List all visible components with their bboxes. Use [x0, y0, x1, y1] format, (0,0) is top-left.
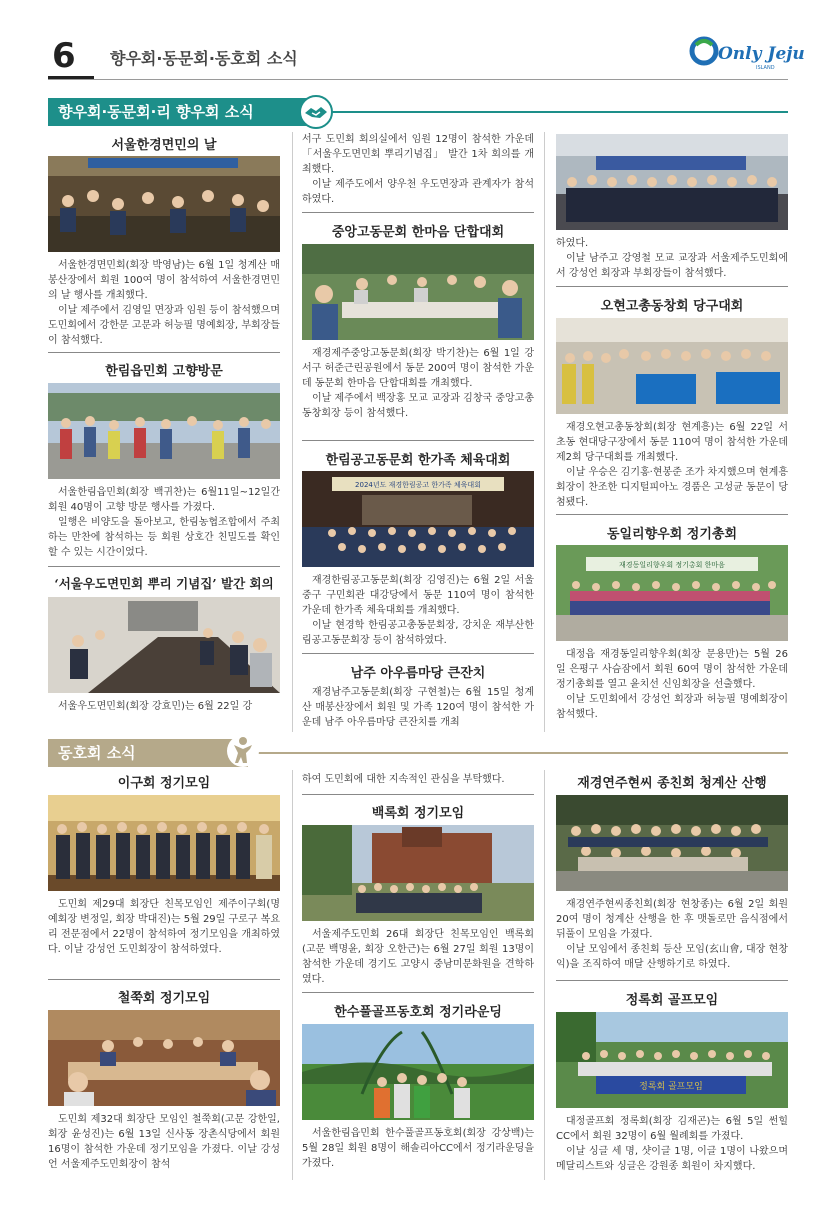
photo-banner-text: 2024년도 재경한림공고 한가족 체육대회: [355, 481, 481, 489]
only-jeju-logo: [688, 33, 805, 73]
paragraph: 도민회 제29대 회장단 친목모임인 제주이구회(명예회장 변정일, 회장 박대진)는 5월 29일 구로구 복요리 전문점에서 22명이 참석하여 정기모임을 개최하였다. 이날 강성언 도민회장이 참석하였다.: [48, 899, 280, 955]
photo-jeongnok-golf: [556, 1012, 788, 1108]
paragraph: 이날 모임에서 종친회 등산 모임(玄山會, 대장 현창익)을 조직하여 매달 산행하기로 하였다.: [556, 944, 788, 970]
paragraph: 이날 제주에서 김영일 면장과 임원 등이 참석했으며 도민회에서 강한문 고문과 허능필 명예회장, 부회장들이 참석했다.: [48, 305, 280, 346]
article-rule: [302, 794, 534, 795]
article-title: 한림읍민회 고향방문: [105, 364, 223, 379]
article-title: 철쭉회 정기모임: [117, 991, 211, 1006]
article-rule: [302, 992, 534, 993]
paragraph: 이날 우승은 김기홍·현봉준 조가 차지했으며 현계흥 회장이 찬조한 디지털피아노 경품은 고성균 동문이 당첨됐다.: [556, 467, 788, 508]
photo-hanggyeong-event: [48, 156, 280, 252]
header-rule: [48, 79, 788, 80]
paragraph: 재경남주고동문회(회장 구현철)는 6월 15일 청계산 매봉산장에서 회원 및 가족 120여 명이 참석한 가운데 남주 아우름마당 큰잔치를 개최: [302, 687, 534, 728]
article-body: [556, 647, 788, 722]
paragraph: 이날 남주고 강영철 모교 교장과 서울제주도민회에서 강성언 회장과 부회장들이 참석했다.: [556, 253, 788, 279]
article-title: 한수풀골프동호회 정기라운딩: [334, 1005, 502, 1020]
article-rule: [302, 440, 534, 441]
paragraph: 재경한림공고동문회(회장 김영진)는 6월 2일 서울 중구 구민회관 대강당에서 동문 110여 명이 참석한 가운데 한가족 체육대회를 개최했다.: [302, 575, 534, 616]
article-title: 동일리향우회 정기총회: [606, 527, 738, 542]
photo-banner-text: 정록회 골프모임: [639, 1082, 703, 1092]
paragraph: 서울한경면민회(회장 박영남)는 6월 1일 청계산 매봉산장에서 회원 100여 명이 참석하여 서울한경면민의 날 행사를 개최했다.: [48, 260, 280, 301]
article-body: [48, 485, 280, 560]
article-title: 서울한경면민의 날: [111, 138, 217, 153]
photo-hallim-tech-sports: [302, 471, 534, 567]
column-divider: [292, 770, 293, 1180]
article-body: [302, 1126, 534, 1171]
paragraph: 서구 도민회 회의실에서 임원 12명이 참석한 가운데 「서울우도면민회 뿌리기념집」 발간 1차 회의를 개최했다.: [302, 134, 534, 175]
article-body: [48, 699, 280, 714]
column-divider: [544, 770, 545, 1180]
article-body: [48, 258, 280, 348]
paragraph: 이날 현경학 한림공고총동문회장, 강치운 재부산한림공고동문회장 등이 참석하였다.: [302, 620, 534, 646]
paragraph: 이날 도민회에서 강성언 회장과 허능필 명예회장이 참석했다.: [556, 694, 788, 720]
paragraph: 서울한림읍민회 한수풀골프동호회(회장 강상백)는 5월 28일 회원 8명이 해솔리아CC에서 정기라운딩을 가졌다.: [302, 1128, 534, 1169]
photo-igu-meeting: [48, 795, 280, 891]
article-body: [48, 897, 280, 957]
article-body: [556, 1114, 788, 1174]
article-title: 한림공고동문회 한가족 체육대회: [325, 453, 511, 468]
paragraph: 하였다.: [556, 238, 589, 249]
photo-hansupul-golf: [302, 1024, 534, 1120]
article-body: [48, 1112, 280, 1172]
paragraph: 하여 도민회에 대한 지속적인 관심을 부탁했다.: [302, 774, 505, 785]
article-title: 이구회 정기모임: [117, 776, 211, 791]
article-body: [302, 573, 534, 648]
header-title: 향우회·동문회·동호회 소식: [110, 49, 298, 68]
paragraph: 이날 싱글 세 명, 샷이글 1명, 이글 1명이 나왔으며 메달리스트와 싱글은 강원종 회원이 차지했다.: [556, 1146, 788, 1172]
article-rule: [556, 514, 788, 515]
article-rule: [302, 653, 534, 654]
photo-baengnok-visit: [302, 825, 534, 921]
paragraph: 서울제주도민회 26대 회장단 친목모임인 백록회(고문 백명윤, 회장 오한근)는 6월 27일 회원 13명이 참석한 가운데 경기도 고양시 중남미문화원을 견학하였다.: [302, 929, 534, 985]
article-body-continued: [302, 772, 534, 787]
paragraph: 재경연주현씨종친회(회장 현창종)는 6월 2일 회원 20여 명이 청계산 산행을 한 후 맷돌로만 음식점에서 뒤풀이 모임을 가졌다.: [556, 899, 788, 940]
article-rule: [556, 980, 788, 981]
logo-text: Only Jeju: [718, 44, 805, 64]
paragraph: 도민회 제32대 회장단 모임인 철쭉회(고문 강한일, 회장 윤성진)는 6월 13일 신사동 장촌식당에서 회원 16명이 참석한 가운데 정기모임을 가졌다. 이날 강성언 서울제주도민회장이 참석: [48, 1114, 280, 1170]
paragraph: 대정읍 재경동일리향우회(회장 문용만)는 5월 26일 은평구 사슴잠에서 회원 60여 명이 참석한 가운데 정기총회를 열고 윤치선 신임회장을 선출했다.: [556, 649, 788, 690]
page-number: 6: [52, 36, 76, 76]
people-icon: [226, 733, 260, 769]
paragraph: 이날 제주도에서 양우천 우도면장과 관계자가 참석하였다.: [302, 179, 534, 205]
photo-jungang-alumni: [302, 244, 534, 340]
article-body: [556, 897, 788, 972]
paragraph: 이날 제주에서 백장홍 모교 교장과 김창국 중앙고총동창회장 등이 참석했다.: [302, 393, 534, 419]
paragraph: 서울우도면민회(회장 강효민)는 6월 22일 강: [58, 701, 253, 712]
article-body: [302, 685, 534, 730]
article-title: 중앙고동문회 한마음 단합대회: [331, 225, 505, 240]
section-hometown-title: 향우회·동문회·리 향우회 소식: [48, 98, 320, 126]
article-body: [302, 346, 534, 421]
paragraph: 일행은 비양도을 돌아보고, 한림농협조합에서 주최하는 만찬에 참석하는 등 회원 상호간 친밀도를 확인할 수 있는 시간이었다.: [48, 517, 280, 558]
paragraph: 서울한림읍민회(회장 백귀찬)는 6월11일~12일간 회원 40명이 고향 방문 행사를 가졌다.: [48, 487, 280, 513]
article-rule: [302, 212, 534, 213]
article-title: 남주 아우름마당 큰잔치: [350, 666, 486, 681]
photo-ohyun-billiards: [556, 318, 788, 414]
section-hometown-rule: [320, 111, 788, 113]
article-rule: [48, 566, 280, 567]
article-body-continued: [302, 132, 534, 207]
photo-hallim-visit: [48, 383, 280, 479]
handshake-icon: [298, 95, 334, 129]
article-rule: [48, 352, 280, 353]
article-body: [302, 927, 534, 987]
photo-dongil-general-meeting: [556, 545, 788, 641]
photo-hyun-clan-hike: [556, 795, 788, 891]
article-title: 백록회 정기모임: [371, 806, 465, 821]
article-title: 정록회 골프모임: [625, 993, 719, 1008]
article-body-continued: [556, 236, 788, 281]
section-clubs-title: 동호회 소식: [48, 739, 248, 767]
photo-udo-meeting: [48, 597, 280, 693]
column-divider: [544, 132, 545, 732]
photo-banner-text: 재경동일리향우회 정기총회 한마음: [619, 561, 725, 569]
column-divider: [292, 132, 293, 732]
article-body: [556, 420, 788, 510]
article-title: 오현고총동창회 당구대회: [600, 299, 744, 314]
logo-sub: ISLAND: [756, 65, 775, 71]
article-rule: [556, 286, 788, 287]
article-title: ‘서울우도면민회 뿌리 기념집’ 발간 회의: [54, 576, 274, 591]
photo-namju-event: [556, 134, 788, 230]
paragraph: 대정골프회 정록회(회장 김재곤)는 6월 5일 썬힐CC에서 회원 32명이 6월 월례회를 가졌다.: [556, 1116, 788, 1142]
paragraph: 재경오현고총동창회(회장 현계흥)는 6월 22일 서초동 현대당구장에서 동문 110여 명이 참석한 가운데 제2회 당구대회를 개최했다.: [556, 422, 788, 463]
photo-cheoljjuk-meeting: [48, 1010, 280, 1106]
section-clubs-rule: [248, 752, 788, 754]
paragraph: 재경제주중앙고동문회(회장 박기찬)는 6월 1일 강서구 허준근린공원에서 동문 200여 명이 참석한 가운데 동문회 한마음 단합대회를 개최했다.: [302, 348, 534, 389]
article-title: 재경연주현씨 종친회 청계산 산행: [577, 776, 767, 791]
logo-graphic: [688, 33, 805, 73]
article-rule: [48, 979, 280, 980]
